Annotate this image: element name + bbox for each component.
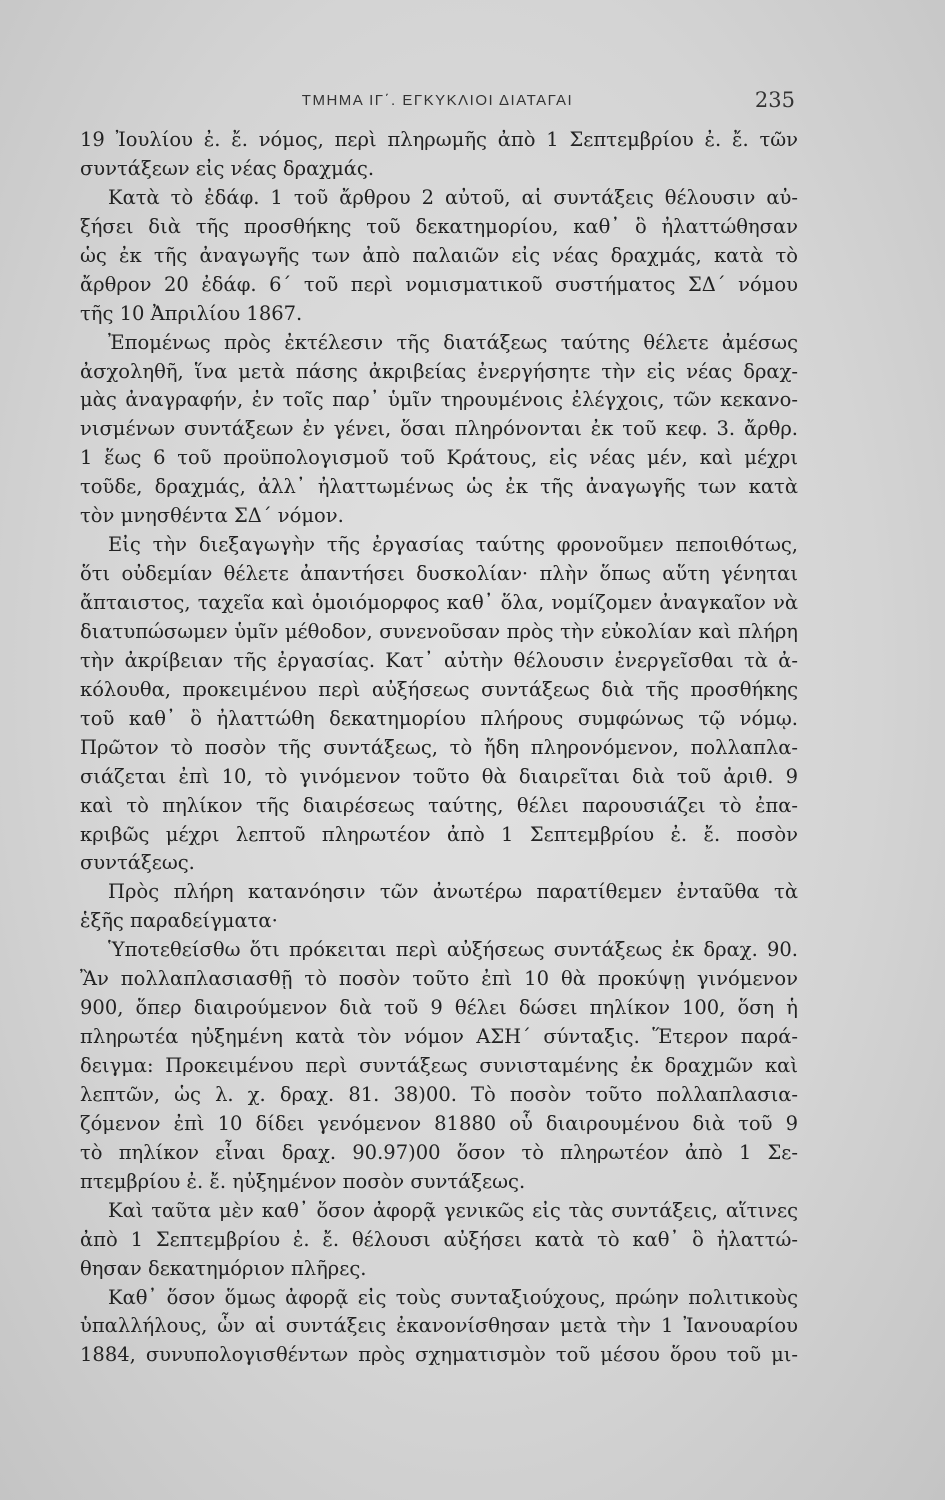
text-line: θησαν δεκατημόριον πλῆρες. (80, 1256, 367, 1280)
text-line: διατυπώσωμεν ὑμῖν μέθοδον, συνενοῦσαν πρὸς τὴν εὐκολίαν καὶ πλήρη (80, 619, 798, 643)
text-line: ὡς ἐκ τῆς ἀναγωγῆς των ἀπὸ παλαιῶν εἰς νέας δραχμάς, κατὰ τὸ (80, 243, 798, 267)
text-line: Καὶ ταῦτα μὲν καθ᾽ ὅσον ἀφορᾷ γενικῶς εἰς τὰς συντάξεις, αἵτινες (108, 1198, 798, 1222)
text-line: τὴν ἀκρίβειαν τῆς ἐργασίας. Κατ᾽ αὐτὴν θέλουσιν ἐνεργεῖσθαι τὰ ἀ- (80, 648, 798, 672)
text-line: Καθ᾽ ὅσον ὅμως ἀφορᾷ εἰς τοὺς συνταξιούχους, πρώην πολιτικοὺς (108, 1285, 798, 1309)
page-header (80, 88, 795, 118)
text-line: Ἐπομένως πρὸς ἐκτέλεσιν τῆς διατάξεως ταύτης θέλετε ἀμέσως (108, 330, 798, 354)
text-line: δειγμα: Προκειμένου περὶ συντάξεως συνισταμένης ἐκ δραχμῶν καὶ (80, 1054, 798, 1077)
text-line: 900, ὅπερ διαιρούμενον διὰ τοῦ 9 θέλει δώσει πηλίκον 100, ὅση ἡ (80, 996, 798, 1020)
page-number: 235 (754, 88, 795, 112)
text-line: ἀπὸ 1 Σεπτεμβρίου ἐ. ἔ. θέλουσι αὐξήσει κατὰ τὸ καθ᾽ ὃ ἠλαττώ- (80, 1227, 798, 1251)
text-line: Ὑποτεθείσθω ὅτι πρόκειται περὶ αὐξήσεως συντάξεως ἐκ δραχ. 90. (108, 938, 798, 962)
text-line: 1884, συνυπολογισθέντων πρὸς σχηματισμὸν τοῦ μέσου ὅρου τοῦ μι- (80, 1343, 798, 1367)
text-line: συντάξεων εἰς νέας δραχμάς. (80, 156, 375, 180)
text-line: πτεμβρίου ἐ. ἔ. ηὐξημένον ποσὸν συντάξεως. (80, 1169, 526, 1193)
text-line: ἄπταιστος, ταχεῖα καὶ ὁμοιόμορφος καθ᾽ ὅλα, νομίζομεν ἀναγκαῖον νὰ (80, 591, 798, 614)
text-line: νισμένων συντάξεων ἐν γένει, ὅσαι πληρόνονται ἐκ τοῦ κεφ. 3. ἄρθρ. (80, 417, 798, 441)
text-line: τὸ πηλίκον εἶναι δραχ. 90.97)00 ὅσον τὸ πληρωτέον ἀπὸ 1 Σε- (80, 1140, 798, 1164)
text-line: Κατὰ τὸ ἐδάφ. 1 τοῦ ἄρθρου 2 αὐτοῦ, αἱ συντάξεις θέλουσιν αὐ- (108, 185, 798, 209)
text-line: ἀσχοληθῆ, ἵνα μετὰ πάσης ἀκριβείας ἐνεργήσητε τὴν εἰς νέας δραχ- (80, 359, 798, 383)
text-line: Εἰς τὴν διεξαγωγὴν τῆς ἐργασίας ταύτης φρονοῦμεν πεποιθότως, (108, 533, 798, 557)
text-line: Πρῶτον τὸ ποσὸν τῆς συντάξεως, τὸ ἤδη πληρονόμενον, πολλαπλα- (80, 735, 798, 759)
text-line: ἑξῆς παραδείγματα· (80, 909, 278, 933)
body-text (80, 126, 798, 1370)
text-line: κόλουθα, προκειμένου περὶ αὐξήσεως συντάξεως διὰ τῆς προσθήκης (80, 677, 798, 701)
text-line: ὑπαλλήλους, ὧν αἱ συντάξεις ἐκανονίσθησαν μετὰ τὴν 1 Ἰανουαρίου (80, 1314, 798, 1338)
text-line: κριβῶς μέχρι λεπτοῦ πληρωτέον ἀπὸ 1 Σεπτεμβρίου ἐ. ἔ. ποσὸν (80, 822, 798, 846)
text-line: τοῦ καθ᾽ ὃ ἠλαττώθη δεκατημορίου πλήρους συμφώνως τῷ νόμῳ. (80, 706, 798, 730)
text-line: ἄρθρον 20 ἐδάφ. 6΄ τοῦ περὶ νομισματικοῦ συστήματος ΣΔ΄ νόμου (80, 272, 798, 296)
text-line: μὰς ἀναγραφήν, ἐν τοῖς παρ᾽ ὑμῖν τηρουμένοις ἐλέγχοις, τῶν κεκανο- (80, 388, 798, 412)
text-line: 1 ἕως 6 τοῦ προϋπολογισμοῦ τοῦ Κράτους, εἰς νέας μέν, καὶ μέχρι (80, 446, 798, 470)
text-line: Ἂν πολλαπλασιασθῇ τὸ ποσὸν τοῦτο ἐπὶ 10 θὰ προκύψῃ γινόμενον (80, 967, 798, 991)
text-line: καὶ τὸ πηλίκον τῆς διαιρέσεως ταύτης, θέλει παρουσιάζει τὸ ἐπα- (80, 793, 798, 817)
text-line: ὅτι οὐδεμίαν θέλετε ἀπαντήσει δυσκολίαν· πλὴν ὅπως αὕτη γένηται (80, 562, 798, 586)
text-line: λεπτῶν, ὡς λ. χ. δραχ. 81. 38)00. Τὸ ποσὸν τοῦτο πολλαπλασια- (80, 1082, 798, 1106)
running-title: ΤΜΗΜΑ ΙΓ΄. ΕΓΚΥΚΛΙΟΙ ΔΙΑΤΑΓΑΙ (301, 92, 574, 109)
text-line: Πρὸς πλήρη κατανόησιν τῶν ἀνωτέρω παρατίθεμεν ἐνταῦθα τὰ (108, 880, 798, 904)
text-line: σιάζεται ἐπὶ 10, τὸ γινόμενον τοῦτο θὰ διαιρεῖται διὰ τοῦ ἀριθ. 9 (80, 764, 798, 788)
text-line: ξήσει διὰ τῆς προσθήκης τοῦ δεκατημορίου, καθ᾽ ὃ ἠλαττώθησαν (80, 214, 798, 238)
text-line: συντάξεως. (80, 851, 195, 875)
text-line: τὸν μνησθέντα ΣΔ΄ νόμον. (80, 504, 344, 528)
text-line: πληρωτέα ηὐξημένη κατὰ τὸν νόμον ΑΣΗ΄ σύνταξις. Ἕτερον παρά- (80, 1025, 798, 1049)
text-line: τῆς 10 Ἀπριλίου 1867. (80, 301, 303, 325)
text-line: τοῦδε, δραχμάς, ἀλλ᾽ ἠλαττωμένως ὡς ἐκ τῆς ἀναγωγῆς των κατὰ (80, 475, 798, 499)
text-line: 19 Ἰουλίου ἐ. ἔ. νόμος, περὶ πληρωμῆς ἀπὸ 1 Σεπτεμβρίου ἐ. ἔ. τῶν (80, 128, 798, 151)
text-line: ζόμενον ἐπὶ 10 δίδει γενόμενον 81880 οὗ διαιρουμένου διὰ τοῦ 9 (80, 1111, 798, 1135)
